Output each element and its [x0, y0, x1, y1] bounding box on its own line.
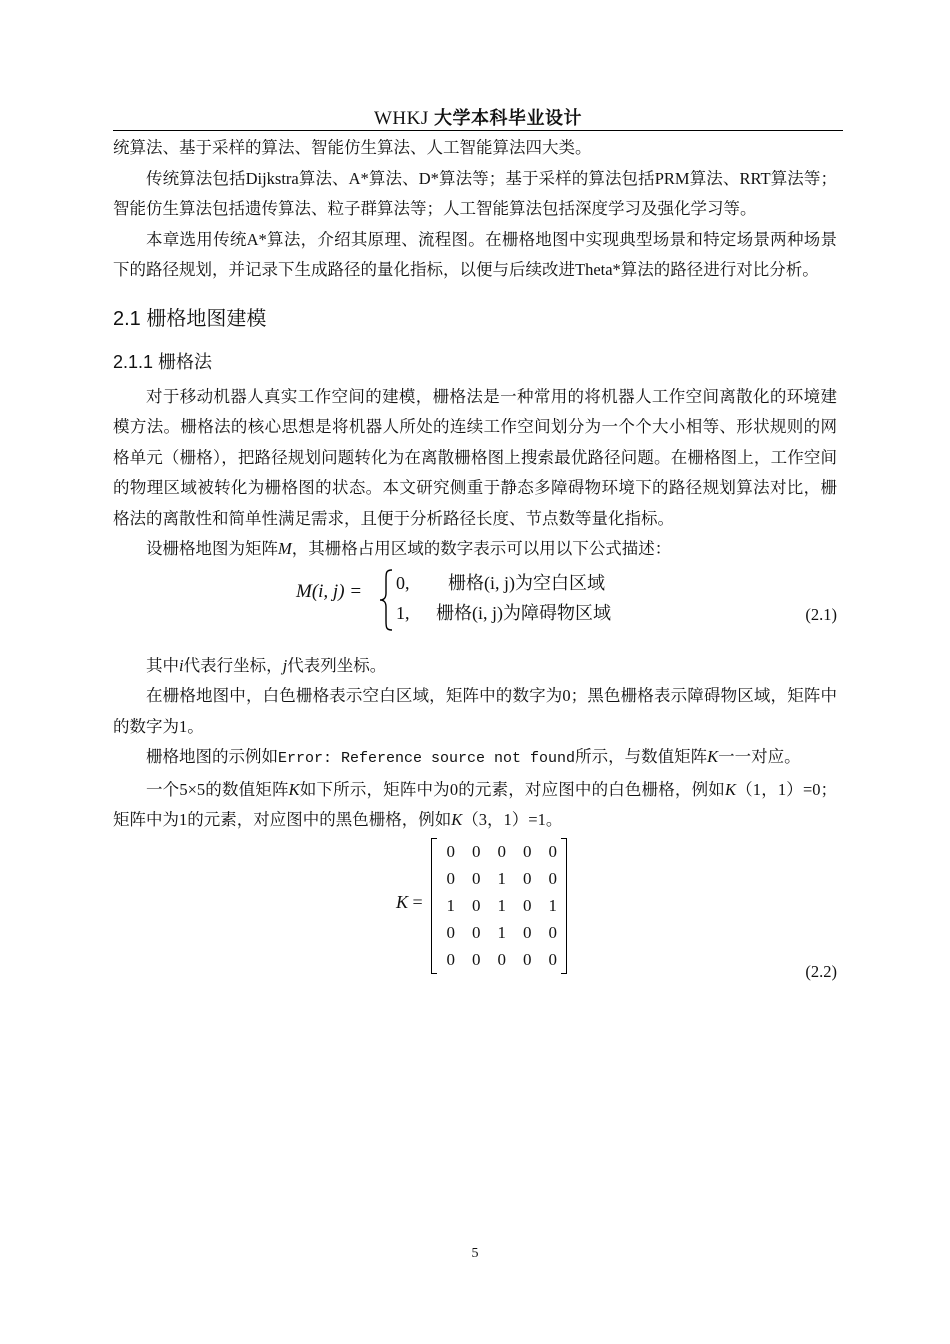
- subsection-heading: 2.1.1 栅格法: [113, 351, 213, 372]
- matrix-cell: 0: [497, 950, 506, 970]
- matrix-cell: 0: [497, 841, 506, 861]
- matrix-cell: 0: [548, 950, 557, 970]
- left-brace: [378, 569, 394, 631]
- matrix-variable-m: M: [278, 539, 292, 558]
- coordinates-text-mid: 代表行坐标，: [183, 655, 283, 675]
- matrix-cell: 0: [472, 868, 481, 888]
- matrix-cell: 0: [446, 868, 455, 888]
- header-university-title: 大学本科毕业设计: [434, 108, 583, 129]
- example-text-tail: 一一对应。: [718, 747, 801, 766]
- paragraph-colors: 在栅格地图中，白色栅格表示空白区域，矩阵中的数字为0；黑色栅格表示障碍物区域，矩阵中的数字为1。: [113, 686, 837, 736]
- matrix-cell: 0: [523, 950, 532, 970]
- variable-k: K: [707, 747, 719, 766]
- equation-case-free: [396, 569, 605, 595]
- equation-2-1: [113, 567, 837, 645]
- case-free-text: 栅格(i, j)为空白区域: [448, 572, 605, 593]
- coordinates-text: 其中: [146, 655, 179, 675]
- paragraph-matrix-intro: [113, 534, 837, 565]
- matrix-cell: 0: [523, 895, 532, 915]
- page-body: [113, 133, 837, 1016]
- reference-error: Error: Reference source not found: [278, 750, 576, 767]
- header-rule: [113, 130, 843, 131]
- matrix-cell: 1: [497, 895, 506, 915]
- header-latin: WHKJ: [373, 108, 429, 129]
- matrix-cell: 0: [472, 895, 481, 915]
- matrix-cell: 0: [446, 950, 455, 970]
- paragraph-5x5-matrix: [113, 775, 837, 836]
- matrix-cell: 0: [523, 841, 532, 861]
- paragraph-coordinates: [113, 651, 837, 682]
- matrix-cell: 0: [523, 923, 532, 943]
- matrix-cell: 0: [472, 923, 481, 943]
- matrix-cell: 1: [446, 895, 455, 915]
- matrix-row: [432, 838, 566, 865]
- equation-number: (2.1): [805, 604, 837, 624]
- matrix-cell: 1: [497, 868, 506, 888]
- paragraph-grid-method: 对于移动机器人真实工作空间的建模，栅格法是一种常用的将机器人工作空间离散化的环境建模方法。栅格法的核心思想是将机器人所处的连续工作空间划分为一个个大小相等、形状规则的网格单元（栅格），把路径规划问题转化为在离散栅格图上搜索最优路径问题。在栅格图上，工作空间的物理区域被转化为栅格图的状态。本文研究侧重于静态多障碍物环境下的路径规划算法对比，栅格法的离散性和简单性满足需求，且便于分析路径长度、节点数等量化指标。: [113, 386, 837, 528]
- paragraph-traditional-algorithms: 传统算法包括Dijkstra算法、A*算法、D*算法等；基于采样的算法包括PRM算法、RRT算法等；智能仿生算法包括遗传算法、粒子群算法等；人工智能算法包括深度学习及强化学习等。: [113, 168, 837, 218]
- matrix-desc-2: 如下所示，矩阵中为0的元素，对应图中的白色栅格，例如: [299, 779, 725, 799]
- matrix-cell: 0: [548, 923, 557, 943]
- variable-i: i: [179, 655, 184, 675]
- matrix-intro-text: 设栅格地图为矩阵: [146, 539, 278, 558]
- equation-2-2: [113, 838, 837, 1016]
- example-text: 栅格地图的示例如: [146, 747, 278, 766]
- paragraph-chapter-overview: 本章选用传统A*算法，介绍其原理、流程图。在栅格地图中实现典型场景和特定场景两种场景下的路径规划，并记录下生成路径的量化指标，以便与后续改进Theta*算法的路径进行对比分析。: [113, 229, 837, 279]
- matrix-desc-3: （1，1）=0；矩阵中为1的元素，对应图中的黑色栅格，例如: [113, 779, 838, 829]
- matrix-cell: 0: [446, 923, 455, 943]
- equation-number: (2.2): [805, 961, 837, 981]
- matrix-cell: 1: [548, 895, 557, 915]
- matrix-cell: 0: [472, 950, 481, 970]
- page-header: [113, 104, 843, 130]
- equation-case-obstacle: [396, 599, 611, 625]
- coordinates-text-tail: 代表列坐标。: [287, 655, 387, 675]
- paragraph-intro-tail: 统算法、基于采样的算法、智能仿生算法、人工智能算法四大类。: [113, 138, 592, 157]
- variable-j: j: [282, 655, 288, 675]
- matrix-row: [432, 946, 566, 973]
- matrix-k: [431, 838, 567, 974]
- section-heading: 2.1 栅格地图建模: [113, 307, 267, 330]
- matrix-desc-1: 一个5×5的数值矩阵: [146, 779, 289, 799]
- example-text-mid: 所示，与数值矩阵: [575, 747, 708, 766]
- variable-k: K: [451, 810, 463, 829]
- matrix-equals: =: [408, 891, 423, 912]
- matrix-row: [432, 919, 566, 946]
- matrix-row: [432, 892, 566, 919]
- variable-k: K: [288, 779, 300, 799]
- matrix-cell: 0: [548, 868, 557, 888]
- equation-lhs: M(i, j) =: [296, 580, 363, 602]
- matrix-lhs: [396, 892, 423, 913]
- case-obstacle-value: 1,: [396, 602, 410, 623]
- variable-k: K: [724, 779, 736, 799]
- matrix-desc-4: （3，1）=1。: [462, 810, 563, 829]
- matrix-cell: 0: [446, 841, 455, 861]
- case-obstacle-text: 栅格(i, j)为障碍物区域: [436, 602, 611, 623]
- matrix-cell: 0: [548, 841, 557, 861]
- matrix-cell: 0: [523, 868, 532, 888]
- matrix-row: [432, 865, 566, 892]
- case-free-value: 0,: [396, 572, 410, 593]
- paragraph-example: [113, 742, 837, 775]
- matrix-cell: 0: [472, 841, 481, 861]
- page-number: 5: [471, 1246, 479, 1261]
- matrix-cell: 1: [497, 923, 506, 943]
- matrix-variable-k: K: [396, 891, 409, 912]
- matrix-intro-text-tail: ，其栅格占用区域的数字表示可以用以下公式描述：: [291, 539, 672, 558]
